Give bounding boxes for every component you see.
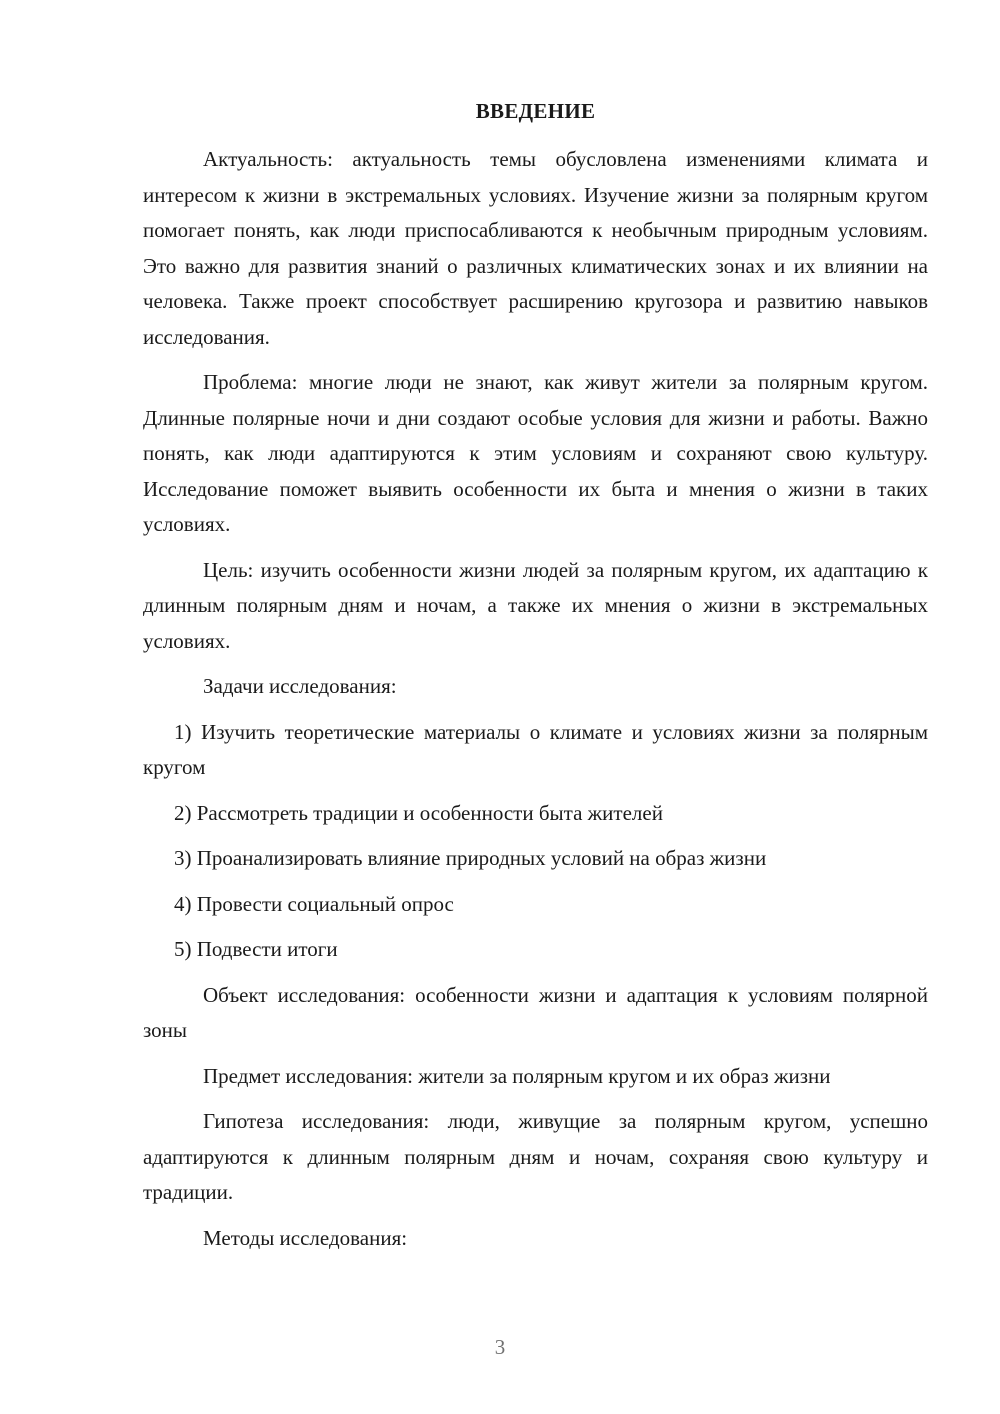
- list-item: 3) Проанализировать влияние природных условий на образ жизни: [174, 846, 767, 870]
- list-item: 5) Подвести итоги: [174, 937, 338, 961]
- tasks-list: [143, 715, 928, 968]
- hypothesis-paragraph: Гипотеза исследования: люди, живущие за полярным кругом, успешно адаптируются к длинным полярным дням и ночам, сохраняя свою культуру и традиции.: [143, 1109, 928, 1204]
- tasks-heading: Задачи исследования:: [203, 674, 397, 698]
- problem-paragraph: Проблема: многие люди не знают, как живут жители за полярным кругом. Длинные полярные ночи и дни создают особые условия для жизни и работы. Важно понять, как люди адаптируются к этим условиям и сохраняют свою культуру. Исследование поможет выявить особенности их быта и мнения о жизни в таких условиях.: [143, 370, 928, 536]
- subject-paragraph: Предмет исследования: жители за полярным кругом и их образ жизни: [203, 1063, 831, 1088]
- list-item: 2) Рассмотреть традиции и особенности быта жителей: [174, 800, 663, 825]
- list-item: 4) Провести социальный опрос: [174, 891, 454, 916]
- document-body: [143, 142, 928, 1256]
- page-title: ВВЕДЕНИЕ: [475, 99, 596, 123]
- list-item: 1) Изучить теоретические материалы о климате и условиях жизни за полярным кругом: [143, 719, 928, 779]
- object-paragraph: Объект исследования: особенности жизни и адаптация к условиям полярной зоны: [143, 982, 928, 1042]
- page-number: 3: [494, 1335, 506, 1359]
- goal-paragraph: Цель: изучить особенности жизни людей за полярным кругом, их адаптацию к длинным полярным дням и ночам, а также их мнения о жизни в экстремальных условиях.: [143, 557, 928, 653]
- relevance-paragraph: Актуальность: актуальность темы обусловлена изменениями климата и интересом к жизни в экстремальных условиях. Изучение жизни за полярным кругом помогает понять, как люди приспосабливаются к необычным природным условиям. Это важно для развития знаний о различных климатических зонах и их влиянии на человека. Также проект способствует расширению кругозора и развитию навыков исследования.: [143, 147, 928, 349]
- methods-heading: Методы исследования:: [203, 1225, 408, 1250]
